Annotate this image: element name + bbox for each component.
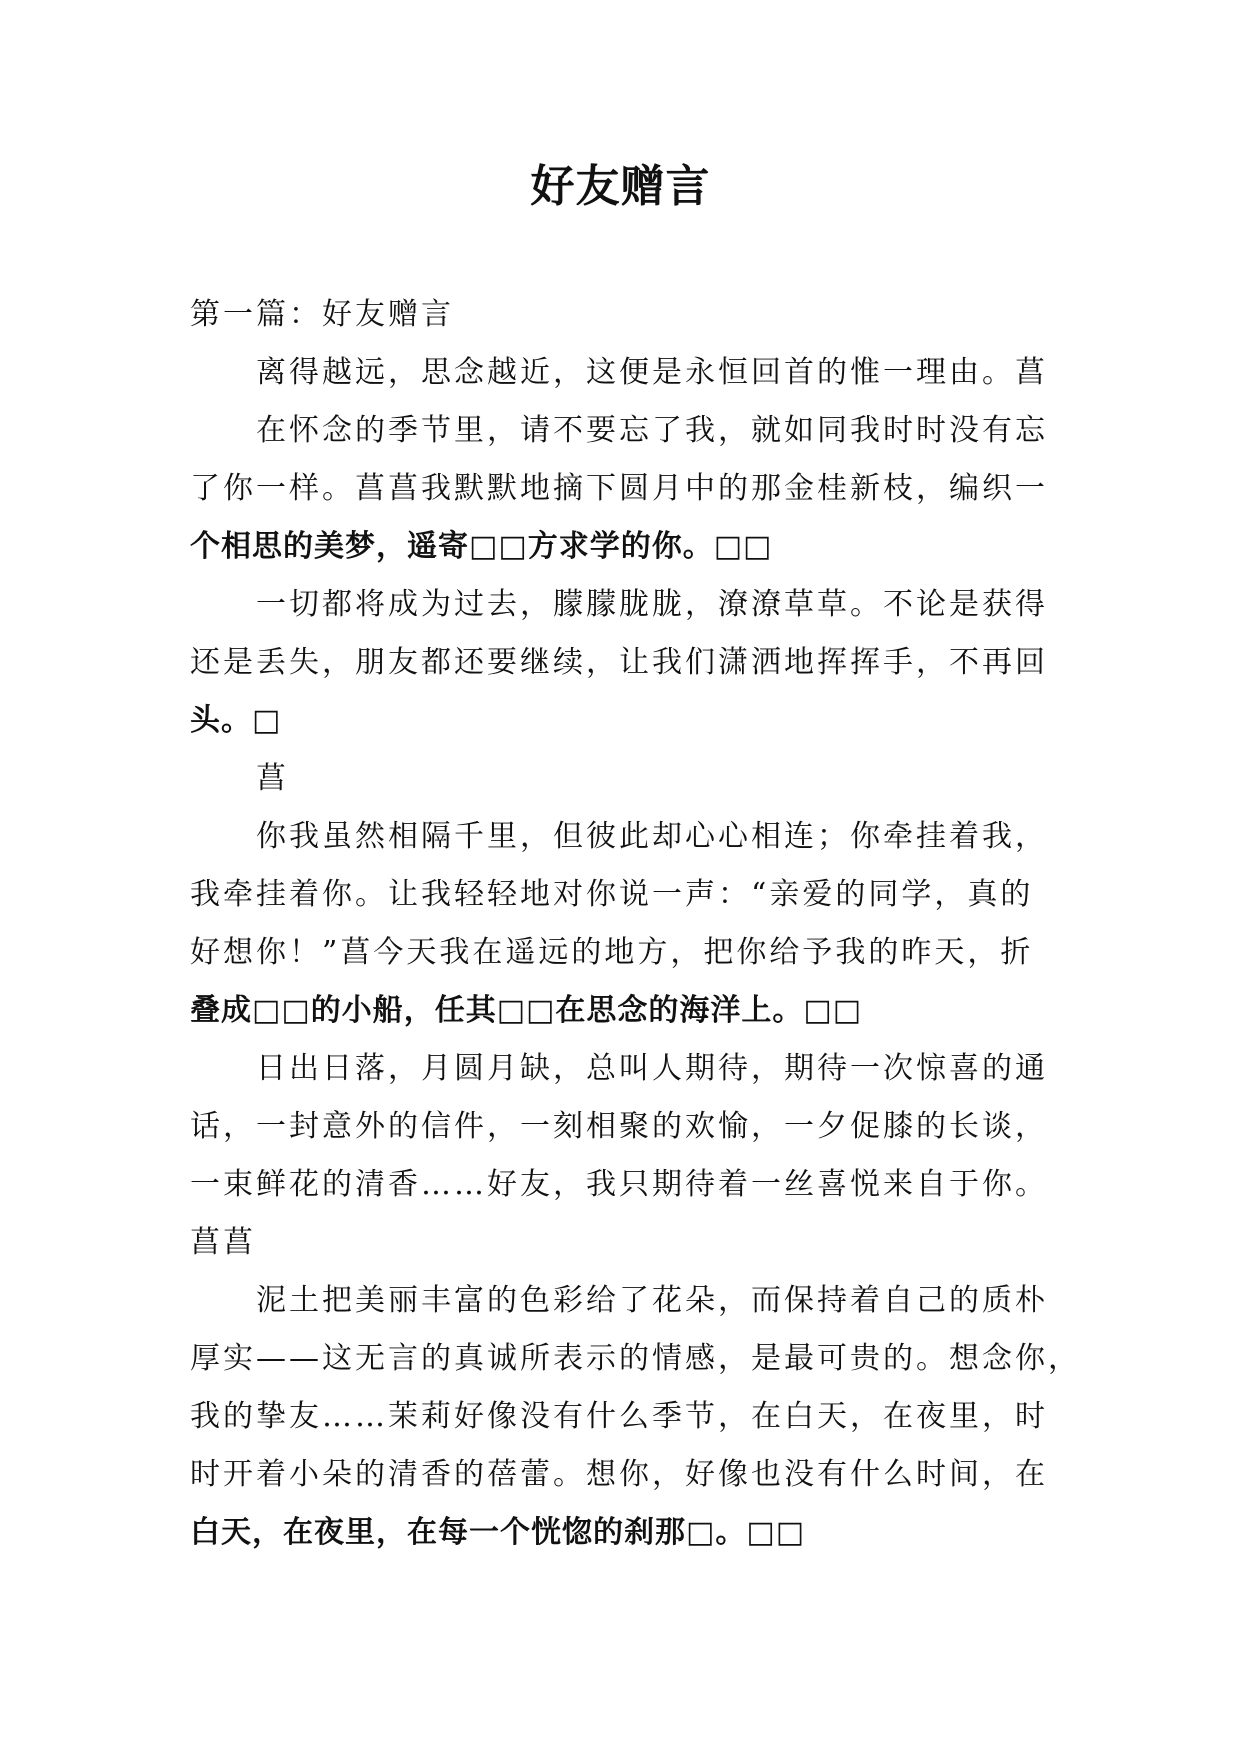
document-body (190, 286, 1081, 1562)
text-line: 离得越远，思念越近，这便是永恒回首的惟一理由。菖 (256, 355, 1048, 390)
text-line: 日出日落，月圆月缺，总叫人期待，期待一次惊喜的通 (256, 1051, 1048, 1086)
text-line: 厚实——这无言的真诚所表示的情感，是最可贵的。想念你， (190, 1341, 1081, 1376)
text-line: 好想你！”菖今天我在遥远的地方，把你给予我的昨天，折 (190, 935, 1034, 970)
text-line: 我牵挂着你。让我轻轻地对你说一声：“亲爱的同学，真的 (190, 877, 1034, 912)
text-line: 时开着小朵的清香的蓓蕾。想你，好像也没有什么时间，在 (190, 1457, 1048, 1492)
text-line: 泥土把美丽丰富的色彩给了花朵，而保持着自己的质朴 (256, 1283, 1048, 1318)
text-line: 菖 (256, 761, 289, 796)
text-line: 话，一封意外的信件，一刻相聚的欢愉，一夕促膝的长谈， (190, 1109, 1048, 1144)
text-line: 一切都将成为过去，朦朦胧胧，潦潦草草。不论是获得 (256, 587, 1048, 622)
text-line: 头。□ (190, 703, 282, 738)
document-title: 好友赠言 (530, 161, 711, 212)
text-line: 第一篇：好友赠言 (190, 297, 454, 332)
text-line: 了你一样。菖菖我默默地摘下圆月中的那金桂新枝，编织一 (190, 471, 1048, 506)
text-line: 在怀念的季节里，请不要忘了我，就如同我时时没有忘 (256, 413, 1048, 448)
text-line: 白天，在夜里，在每一个恍惚的刹那□。□□ (190, 1515, 806, 1550)
text-line: 你我虽然相隔千里，但彼此却心心相连；你牵挂着我， (256, 819, 1048, 854)
text-line: 一束鲜花的清香……好友，我只期待着一丝喜悦来自于你。 (190, 1167, 1048, 1202)
text-line: 叠成□□的小船，任其□□在思念的海洋上。□□ (190, 993, 863, 1028)
text-line: 菖菖 (190, 1225, 256, 1260)
text-line: 个相思的美梦，遥寄□□方求学的你。□□ (190, 529, 773, 564)
text-line: 我的挚友……茉莉好像没有什么季节，在白天，在夜里，时 (190, 1399, 1048, 1434)
text-line: 还是丢失，朋友都还要继续，让我们潇洒地挥挥手，不再回 (190, 645, 1048, 680)
